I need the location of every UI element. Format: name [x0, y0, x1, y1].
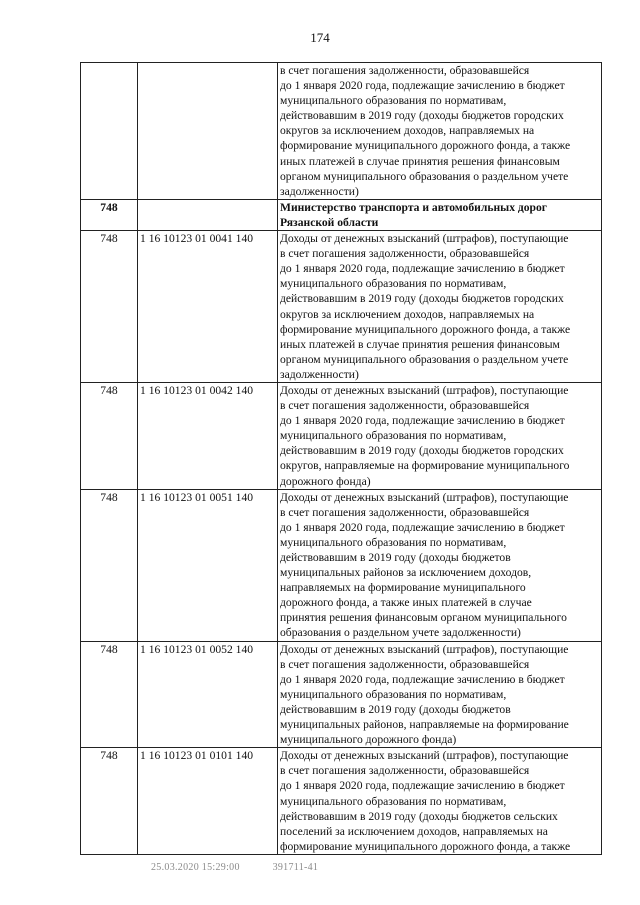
budget-classification-table [80, 62, 602, 855]
description-line: Министерство транспорта и автомобильных дорог [280, 200, 548, 214]
budget-code-cell: 1 16 10123 01 0052 140 [138, 641, 278, 748]
description-line: до 1 января 2020 года, подлежащие зачислению в бюджет [280, 779, 565, 793]
description-cell [278, 641, 602, 748]
description-line: формирование муниципального дорожного фонда, а также [280, 839, 571, 853]
description-line: муниципальных районов, направляемые на формирование [280, 718, 569, 732]
description-line: муниципального образования по нормативам, [280, 277, 507, 291]
page-footer [151, 862, 348, 873]
description-line: Рязанской области [280, 215, 379, 229]
description-line: дорожного фонда, а также иных платежей в случае [280, 596, 532, 610]
table-row [81, 63, 602, 200]
description-line: до 1 января 2020 года, подлежащие зачислению в бюджет [280, 520, 565, 534]
budget-code-cell: 1 16 10123 01 0051 140 [138, 489, 278, 641]
description-line: дорожного фонда) [280, 474, 371, 488]
admin-code-cell: 748 [81, 199, 138, 230]
admin-code-cell: 748 [81, 489, 138, 641]
table-row [81, 382, 602, 489]
table-row [81, 641, 602, 748]
description-line: действовавшим в 2019 году (доходы бюджетов городских [280, 109, 564, 123]
admin-code-cell [81, 63, 138, 200]
description-cell [278, 63, 602, 200]
description-line: муниципального образования по нормативам, [280, 687, 507, 701]
page-number: 174 [310, 30, 330, 45]
description-line: иных платежей в случае принятия решения финансовым [280, 154, 560, 168]
description-line: муниципальных районов за исключением доходов, [280, 566, 532, 580]
admin-code-cell: 748 [81, 641, 138, 748]
table-row [81, 231, 602, 383]
description-line: действовавшим в 2019 году (доходы бюджетов [280, 551, 511, 564]
description-line: муниципального образования по нормативам, [280, 535, 507, 549]
description-line: Доходы от денежных взысканий (штрафов), поступающие [280, 383, 569, 397]
description-line: Доходы от денежных взысканий (штрафов), поступающие [280, 642, 569, 656]
table-row [81, 489, 602, 641]
description-line: муниципального образования по нормативам, [280, 429, 507, 443]
description-line: образования о раздельном учете задолженности) [280, 626, 521, 640]
budget-code-cell [138, 63, 278, 200]
description-line: в счет погашения задолженности, образовавшейся [280, 657, 530, 671]
table-body [81, 63, 602, 855]
description-line: округов за исключением доходов, направляемых на [280, 307, 535, 321]
description-line: в счет погашения задолженности, образовавшейся [280, 247, 530, 261]
description-line: до 1 января 2020 года, подлежащие зачислению в бюджет [280, 414, 565, 428]
description-line: формирование муниципального дорожного фонда, а также [280, 139, 571, 153]
description-line: действовавшим в 2019 году (доходы бюджетов [280, 702, 511, 716]
budget-code-cell: 1 16 10123 01 0101 140 [138, 748, 278, 855]
budget-code-cell: 1 16 10123 01 0042 140 [138, 382, 278, 489]
budget-code-cell: 1 16 10123 01 0041 140 [138, 231, 278, 383]
table-row [81, 748, 602, 855]
description-line: органом муниципального образования о раздельном учете [280, 352, 569, 366]
description-line: округов за исключением доходов, направляемых на [280, 124, 535, 138]
description-line: действовавшим в 2019 году (доходы бюджетов городских [280, 444, 564, 458]
description-line: задолженности) [280, 367, 359, 381]
description-line: органом муниципального образования о раздельном учете [280, 169, 569, 183]
footer-document-id: 391711-41 [272, 862, 319, 873]
description-line: до 1 января 2020 года, подлежащие зачислению в бюджет [280, 79, 565, 93]
description-cell [278, 199, 602, 230]
admin-code-cell: 748 [81, 231, 138, 383]
description-line: в счет погашения задолженности, образовавшейся [280, 399, 530, 413]
description-line: Доходы от денежных взысканий (штрафов), поступающие [280, 490, 569, 504]
description-cell [278, 231, 602, 383]
admin-code-cell: 748 [81, 382, 138, 489]
description-line: задолженности) [280, 184, 359, 198]
description-line: муниципального дорожного фонда) [280, 733, 457, 747]
description-line: принятия решения финансовым органом муниципального [280, 611, 567, 625]
description-line: до 1 января 2020 года, подлежащие зачислению в бюджет [280, 672, 565, 686]
footer-timestamp: 25.03.2020 15:29:00 [151, 862, 240, 873]
description-line: муниципального образования по нормативам, [280, 794, 507, 808]
description-line: Доходы от денежных взысканий (штрафов), поступающие [280, 749, 569, 763]
description-line: Доходы от денежных взысканий (штрафов), поступающие [280, 232, 569, 246]
description-cell [278, 489, 602, 641]
description-line: в счет погашения задолженности, образовавшейся [280, 64, 530, 77]
description-line: в счет погашения задолженности, образовавшейся [280, 505, 530, 519]
table-section-header-row [81, 199, 602, 230]
description-line: иных платежей в случае принятия решения финансовым [280, 337, 560, 351]
description-line: до 1 января 2020 года, подлежащие зачислению в бюджет [280, 262, 565, 276]
description-line: формирование муниципального дорожного фонда, а также [280, 322, 571, 336]
description-cell [278, 382, 602, 489]
description-line: в счет погашения задолженности, образовавшейся [280, 764, 530, 778]
description-cell [278, 748, 602, 855]
description-line: муниципального образования по нормативам, [280, 94, 507, 108]
admin-code-cell: 748 [81, 748, 138, 855]
description-line: округов, направляемые на формирование муниципального [280, 459, 570, 473]
description-line: направляемых на формирование муниципального [280, 581, 526, 595]
description-line: действовавшим в 2019 году (доходы бюджетов сельских [280, 809, 558, 823]
budget-code-cell [138, 199, 278, 230]
description-line: действовавшим в 2019 году (доходы бюджетов городских [280, 292, 564, 306]
description-line: поселений за исключением доходов, направляемых на [280, 824, 548, 838]
